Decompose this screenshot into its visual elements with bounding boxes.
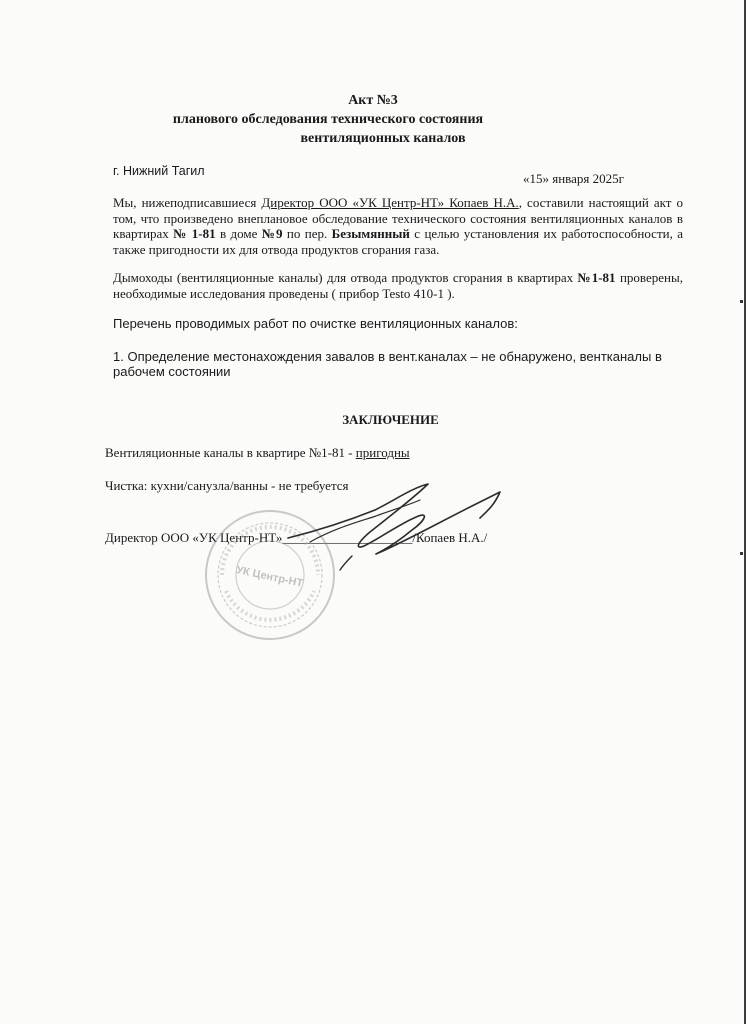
intro-text: с целью установления их работоспособности, а также пригодности их для отвода продуктов сгорания газа. (113, 226, 683, 257)
seal-center-text: УК Центр-НТ (235, 564, 305, 590)
intro-text: Мы, нижеподписавшиеся (113, 195, 262, 210)
apartments-range: № 1-81 (173, 226, 216, 241)
act-date: «15» января 2025г (523, 171, 624, 186)
intro-text: по пер. (282, 226, 332, 241)
act-subtitle-line1: планового обследования технического состояния (172, 112, 484, 127)
apartments-range: №1-81 (577, 270, 616, 285)
intro-paragraph (113, 195, 683, 257)
signer-name: Директор ООО «УК Центр-НТ» Копаев Н.А. (261, 195, 519, 210)
scan-dot (740, 300, 743, 303)
handwritten-signature (280, 470, 510, 580)
house-number: №9 (261, 226, 283, 241)
act-title: Акт №3 (348, 93, 398, 108)
result-label: Вентиляционные каналы в квартире №1-81 - (105, 445, 356, 460)
city: г. Нижний Тагил (113, 164, 205, 178)
chimneys-text: проверены, необходимые исследования проведены ( прибор Testo 410-1 ). (113, 270, 683, 301)
works-list-item: 1. Определение местонахождения завалов в вент.каналах – не обнаружено, вентканалы в рабочем состоянии (113, 349, 662, 379)
intro-text: в доме (215, 226, 262, 241)
street-name: Безымянный (331, 226, 410, 241)
cleaning-line: Чистка: кухни/санузла/ванны - не требуется (105, 478, 349, 493)
chimneys-text: Дымоходы (вентиляционные каналы) для отвода продуктов сгорания в квартирах (113, 270, 578, 285)
signature-blank: ____________________ (282, 530, 413, 545)
chimneys-paragraph (113, 270, 683, 301)
scan-dot (740, 552, 743, 555)
conclusion-result (105, 445, 410, 461)
result-value: пригодны (355, 445, 410, 460)
intro-text: , составили настоящий акт о том, что произведено внеплановое обследование технического состояния вентиляционных каналов в квартирах (113, 195, 683, 241)
signer-name-short: /Копаев Н.А./ (412, 530, 488, 545)
works-list-title: Перечень проводимых работ по очистке вентиляционных каналов: (113, 316, 518, 331)
act-subtitle-line2: вентиляционных каналов (300, 131, 466, 146)
signer-position: Директор ООО «УК Центр-НТ» (105, 530, 283, 545)
conclusion-heading: ЗАКЛЮЧЕНИЕ (342, 412, 439, 427)
